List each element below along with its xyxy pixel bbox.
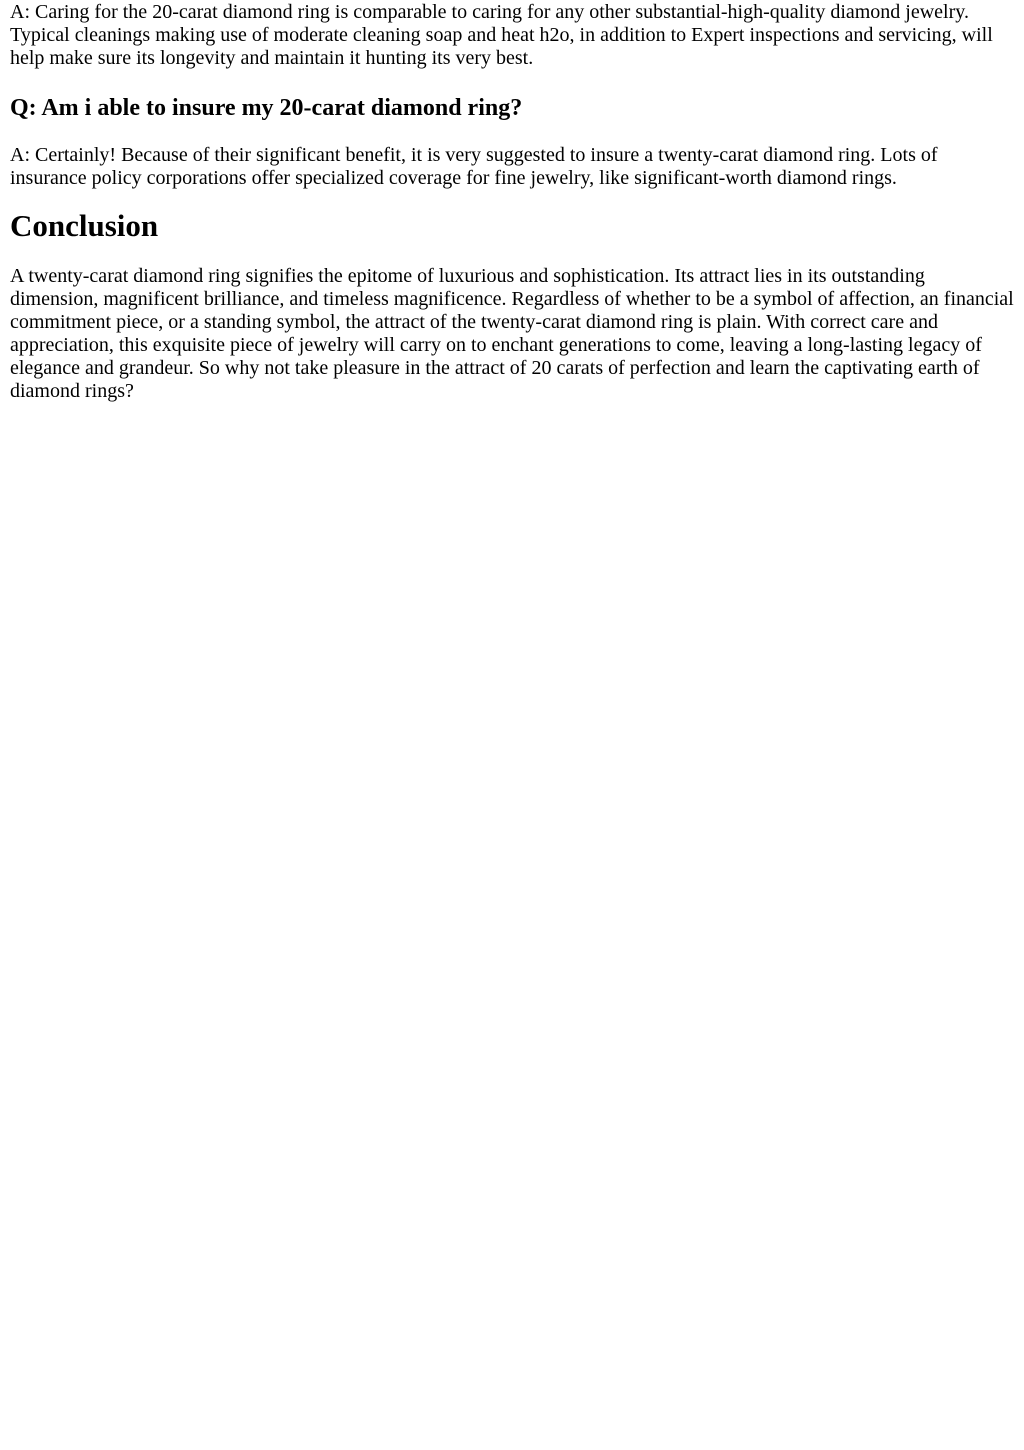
answer-insure-paragraph: A: Certainly! Because of their significant benefit, it is very suggested to insure a twenty-carat diamond ring. Lots of insurance policy corporations offer specialized coverage for fine jewelry, like significant-worth diamond rings. — [10, 144, 938, 189]
answer-care-paragraph: A: Caring for the 20-carat diamond ring is comparable to caring for any other substantial-high-quality diamond jewelry. Typical cleanings making use of moderate cleaning soap and heat h2o, in addition to Expert inspections and servicing, will help make sure its longevity and maintain it hunting its very best. — [10, 1, 993, 69]
question-insure-heading: Q: Am i able to insure my 20-carat diamond ring? — [10, 95, 523, 121]
conclusion-heading: Conclusion — [10, 208, 159, 243]
conclusion-paragraph: A twenty-carat diamond ring signifies the epitome of luxurious and sophistication. Its attract lies in its outstanding dimension, magnificent brilliance, and timeless magnificence. Regardless of whether to be a symbol of affection, an financial commitment piece, or a standing symbol, the attract of the twenty-carat diamond ring is plain. With correct care and appreciation, this exquisite piece of jewelry will carry on to enchant generations to come, leaving a long-lasting legacy of elegance and grandeur. So why not take pleasure in the attract of 20 carats of perfection and learn the captivating earth of diamond rings? — [10, 265, 1014, 402]
article-body — [0, 1, 1024, 403]
